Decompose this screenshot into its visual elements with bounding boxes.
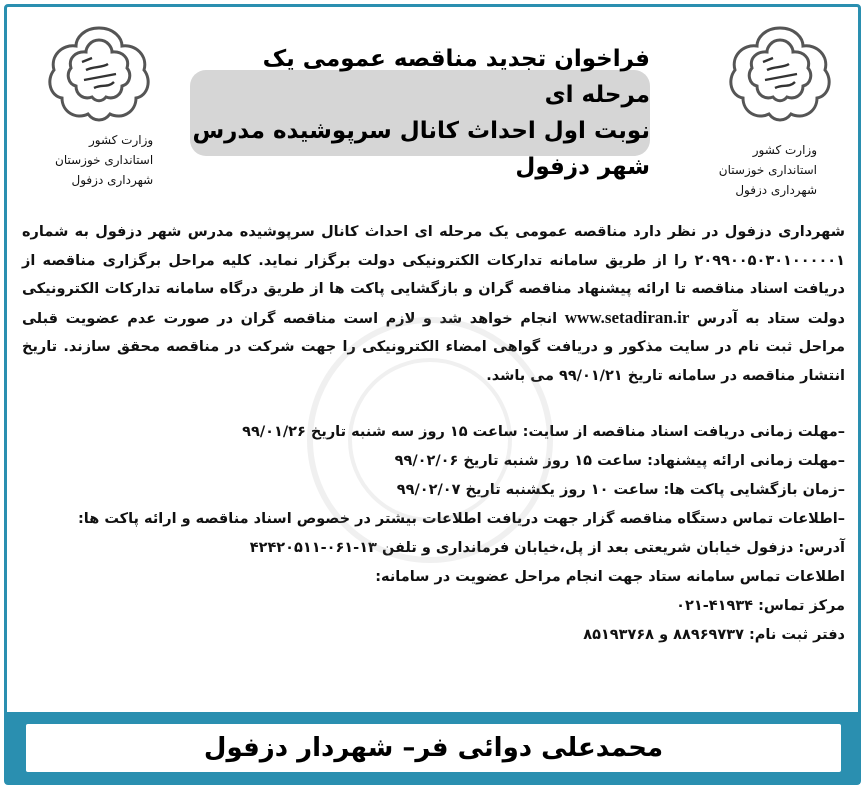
list-item: اطلاعات تماس سامانه ستاد جهت انجام مراحل عضویت در سامانه: — [375, 569, 845, 585]
org-line: شهرداری دزفول — [71, 173, 154, 187]
municipality-logo-icon — [725, 22, 835, 122]
footer-signature-box — [26, 724, 841, 772]
municipality-logo-icon — [44, 22, 154, 122]
notice-title-line-1: فراخوان تجدید مناقصه عمومی یک مرحله ای — [262, 46, 650, 108]
title-box — [190, 46, 650, 180]
org-line: وزارت کشور — [752, 143, 817, 157]
org-block-left — [55, 130, 153, 190]
notice-header — [0, 0, 857, 210]
mayor-signature: محمدعلی دوائی فر– شهردار دزفول — [203, 733, 664, 763]
list-item: –اطلاعات تماس دستگاه مناقصه گزار جهت دریافت اطلاعات بیشتر در خصوص اسناد مناقصه و ارائه پاکت ها: — [77, 511, 845, 527]
notice-body — [22, 218, 845, 390]
list-item: –مهلت زمانی دریافت اسناد مناقصه از سایت: ساعت ۱۵ روز سه شنبه تاریخ ۹۹/۰۱/۲۶ — [242, 424, 845, 440]
org-block-right — [719, 140, 817, 200]
list-item: مرکز تماس: ۴۱۹۳۴-۰۲۱ — [676, 598, 845, 614]
list-item: آدرس: دزفول خیابان شریعتی بعد از پل،خیابان فرمانداری و تلفن ۱۳-۰۶۱-۴۲۴۲۰۵۱۱ — [249, 540, 845, 556]
website-link[interactable]: www.setadiran.ir — [564, 307, 690, 327]
footer-bar — [7, 712, 860, 784]
body-paragraph-part-2: انجام خواهد شد و لازم است مناقصه گران در صورت عدم عضویت قبلی مراحل ثبت نام در سایت مذکور و دریافت گواهی امضاء الکترونیکی را جهت شرکت در مناقصه محقق سازند. تاریخ انتشار مناقصه در سامانه تاریخ ۹۹/۰۱/۲۱ می باشد. — [22, 310, 845, 384]
notice-title-line-2: نوبت اول احداث کانال سرپوشیده مدرس شهر دزفول — [192, 118, 650, 180]
list-item: –مهلت زمانی ارائه پیشنهاد: ساعت ۱۵ روز شنبه تاریخ ۹۹/۰۲/۰۶ — [394, 453, 845, 469]
list-item: دفتر ثبت نام: ۸۸۹۶۹۷۳۷ و ۸۵۱۹۳۷۶۸ — [583, 627, 845, 643]
org-line: شهرداری دزفول — [735, 183, 817, 197]
org-line: استانداری خوزستان — [718, 163, 817, 177]
org-line: وزارت کشور — [88, 133, 154, 147]
body-paragraph-part-1: شهرداری دزفول در نظر دارد مناقصه عمومی یک مرحله ای احداث کانال سرپوشیده مدرس شهر دزفول به شماره ۲۰۹۹۰۰۵۰۳۰۱۰۰۰۰۰۱ را از طریق سامانه تدارکات الکترونیکی دولت برگزار نماید. کلیه مراحل برگزاری مناقصه از دریافت اسناد مناقصه تا ارائه پیشنهاد مناقصه گران و بازگشایی پاکت ها از طریق درگاه سامانه تدارکات الکترونیکی دولت ستاد به آدرس — [22, 224, 845, 327]
list-item: –زمان بازگشایی پاکت ها: ساعت ۱۰ روز یکشنبه تاریخ ۹۹/۰۲/۰۷ — [396, 482, 845, 498]
org-line: استانداری خوزستان — [55, 153, 154, 167]
notice-details-list — [22, 418, 845, 650]
